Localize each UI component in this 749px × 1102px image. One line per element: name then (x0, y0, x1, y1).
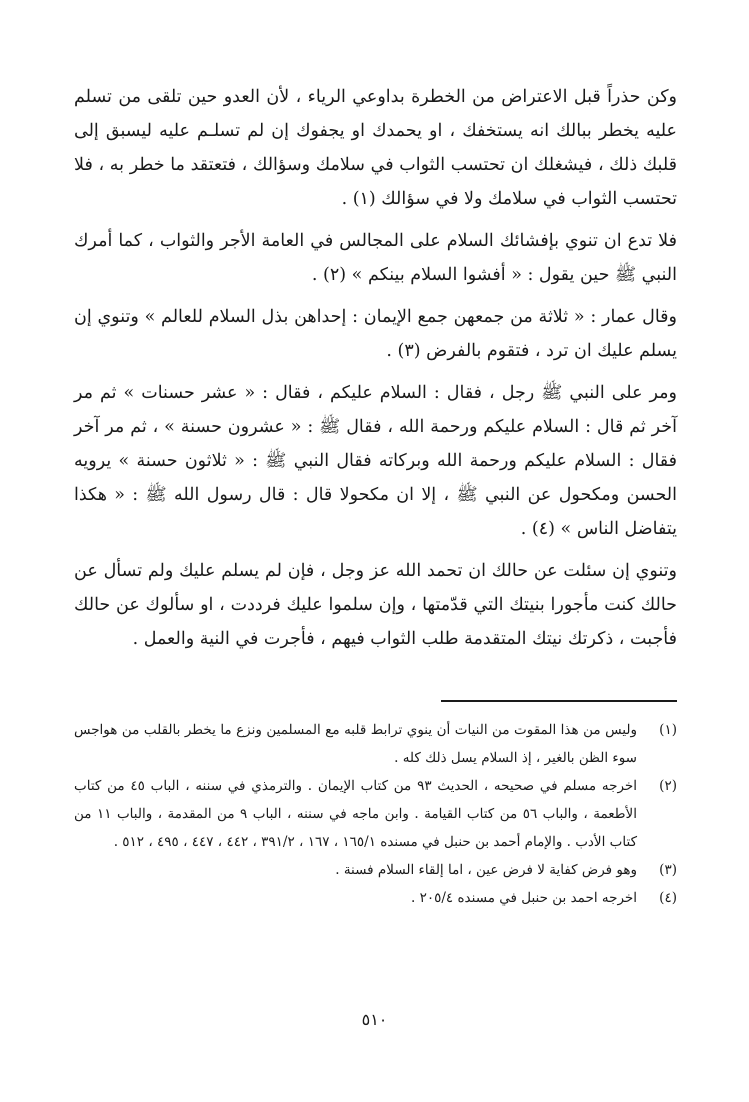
footnote-number: (١) (659, 722, 677, 738)
footnotes (74, 716, 677, 912)
paragraph: ومر على النبي ﷺ رجل ، فقال : السلام عليكم ، فقال : « عشر حسنات » ثم مر آخر ثم قال : السلام عليكم ورحمة الله ، فقال ﷺ : « عشرون حسنة » ، ثم مر آخر فقال : السلام عليكم ورحمة الله وبركاته فقال النبي ﷺ : « ثلاثون حسنة » يرويه الحسن ومكحول عن النبي ﷺ ، إلا ان مكحولا قال : قال رسول الله ﷺ : « هكذا يتفاضل الناس » (٤) . (74, 383, 677, 539)
footnote-text: وهو فرض كفاية لا فرض عين ، اما إلقاء السلام فسنة . (335, 862, 637, 878)
footnote-separator (441, 700, 677, 702)
paragraph: وتنوي إن سئلت عن حالك ان تحمد الله عز وجل ، فإن لم يسلم عليك ولم تسأل عن حالك كنت مأجورا بنيتك التي قدّمتها ، وإن سلموا عليك فرددت ، او سألوك عن حالك فأجبت ، ذكرتك نيتك المتقدمة طلب الثواب فيهم ، فأجرت في النية والعمل . (74, 561, 677, 649)
main-text (74, 80, 677, 656)
paragraph: فلا تدع ان تنوي بإفشائك السلام على المجالس في العامة الأجر والثواب ، كما أمرك النبي ﷺ حين يقول : « أفشوا السلام بينكم » (٢) . (74, 231, 677, 285)
footnote-text: اخرجه مسلم في صحيحه ، الحديث ٩٣ من كتاب الإيمان . والترمذي في سننه ، الباب ٤٥ من كتاب الأطعمة ، والباب ٥٦ من كتاب القيامة . وابن ماجه في سننه ، الباب ٩ من المقدمة ، والباب ١١ من كتاب الأدب . والإمام أحمد بن حنبل في مسنده ١٦٥/١ ، ١٦٧ ، ٣٩١/٢ ، ٤٤٢ ، ٤٤٧ ، ٤٩٥ ، ٥١٢ . (74, 778, 637, 850)
footnote (74, 716, 677, 772)
paragraph: وكن حذراً قبل الاعتراض من الخطرة بداوعي الرياء ، لأن العدو حين تلقى من تسلم عليه يخطر ببالك انه يستخفك ، او يحمدك او يجفوك إن لم تسلـم عليه ليسبق إلى قلبك ذلك ، فيشغلك ان تحتسب الثواب في سلامك وسؤالك ، فتعتقد ما خطر به ، فلا تحتسب الثواب في سلامك ولا في سؤالك (١) . (74, 87, 677, 209)
footnote (74, 884, 677, 912)
page-number: ٥١٠ (361, 1010, 388, 1029)
paragraph: وقال عمار : « ثلاثة من جمعهن جمع الإيمان : إحداهن بذل السلام للعالم » وتنوي إن يسلم عليك ان ترد ، فتقوم بالفرض (٣) . (74, 307, 677, 361)
footnote-number: (٣) (659, 862, 677, 878)
footnote-text: وليس من هذا المقوت من النيات أن ينوي ترابط قلبه مع المسلمين ونزع ما يخطر بالقلب من هواجس سوء الظن بالغير ، إذ السلام يسل ذلك كله . (74, 722, 637, 766)
footnote-text: اخرجه احمد بن حنبل في مسنده ٢٠٥/٤ . (411, 890, 637, 906)
footnote-number: (٢) (659, 778, 677, 794)
footnote (74, 772, 677, 856)
footnote (74, 856, 677, 884)
footnote-number: (٤) (659, 890, 677, 906)
